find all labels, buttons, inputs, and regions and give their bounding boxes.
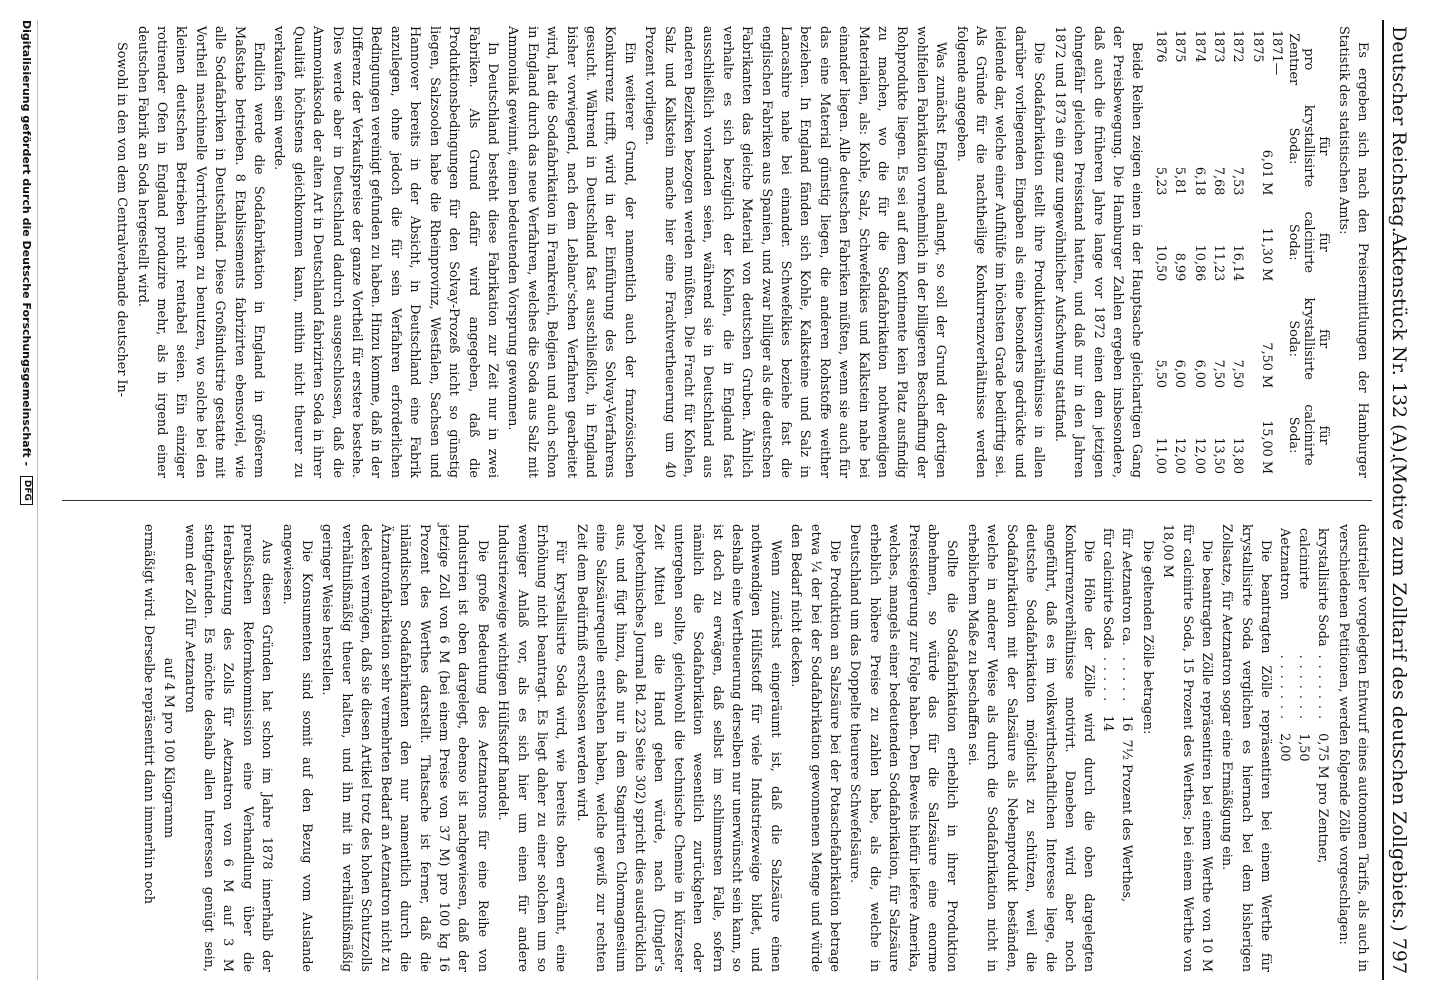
table-cell: 7,50 bbox=[1230, 359, 1246, 389]
paragraph: Die beantragten Zölle repräsentiren bei einem Werthe von 10 M für calcinirte Soda, 15 Prozent des Werthes; bei einem Werthe von 18,00 M bbox=[1160, 524, 1214, 972]
table-row bbox=[1189, 26, 1208, 478]
paragraph: Sollte die Sodafabrikation erheblich in ihrer Produktion abnehmen, so würde das für die Salzsäure eine enorme Preissteigerung zur Folge haben. Den Beweis hiefür liefere Amerika, welches, mangels einer bedeutenden Sodafabrikation, für Salzsäure erheblich höhere Preise zu zahlen habe, als die, welche in Deutschland um das Doppelte theurere Schwefelsäure. bbox=[847, 524, 960, 972]
table-cell: 12,00 bbox=[1172, 437, 1188, 474]
table-cell: 6,01 M bbox=[1259, 149, 1275, 196]
paragraph: Die geltenden Zölle betragen: bbox=[1139, 540, 1155, 735]
right-column bbox=[137, 524, 1372, 972]
table-cell: 1875 bbox=[1172, 30, 1188, 63]
paragraph: Die beantragten Zölle repräsentiren bei einem Werthe für krystallisirte Soda verglichen es hiernach bei dem bisherigen Zollsatze, für Aetznatron sogar eine Ermäßigung ein. bbox=[1219, 524, 1274, 972]
paragraph: dustrieller vorgelegten Entwurf eines autonomen Tarifs, als auch in verschiedenen Petitionen, werden folgende Zölle vorgeschlagen: bbox=[1335, 524, 1370, 972]
table-cell: 10,86 bbox=[1191, 244, 1207, 282]
table-cell: 12,00 bbox=[1191, 437, 1207, 474]
paragraph: Ein weiterer Grund, der namentlich auch der französischen Konkurrenz trifft, wird in der Einführung des Solvay-Verfahrens gesucht. Während in Deutschland fast ausschließlich, in England bisher vorwiegend, nach dem Leblanc'schen Verfahren gearbeitet wird, hat die Sodafabrikation in Frankreich, Belgien und auch schon in England durch das neue Verfahren, welches die Soda aus Salz mit Ammoniak gewinnt, einen bedeutenden Vorsprung gewonnen. bbox=[505, 26, 637, 478]
table-row bbox=[1313, 524, 1332, 867]
digitization-footer bbox=[20, 20, 39, 980]
table-cell: 7½ Prozent des Werthes, bbox=[1119, 739, 1135, 903]
table-cell: 11,23 bbox=[1210, 244, 1226, 282]
price-table-header bbox=[1286, 26, 1331, 478]
paragraph: Was zunächst England anlangt, so soll der Grund der dortigen wohlfeilen Fabrikation vornehmlich in der billigeren Beschaffung der Rohprodukte liegen. Es sei auf dem Kontinente kein Platz ausfindig zu machen, wo die für die Sodafabrikation nothwendigen Materialien, als: Kohle, Salz, Schwefelkies und Kalkstein nahe bei einander liegen. Alle deutschen Fabriken müßten, wenn sie auch für das eine Material günstig liegen, die anderen Rohstoffe weither beziehen. In England fänden sich Kohle, Kalksteine und Salz in Lancashire nahe bei einander. Schwefelkies beziehe fast die englischen Fabriken aus Spanien, und zwar billiger als die deutschen Fabrikanten das gleiche Material von deutschen Gruben. Ähnlich verhalte es sich bezüglich der Kohlen, die in England fast ausschließlich vorhanden seien, während sie in Deutschland aus anderen Bezirken bezogen werden müßten. Die Fracht für Kohlen, Salz und Kalkstein mache hier eine Frachtvertheuerung um 40 Prozent vorliegen. bbox=[642, 26, 949, 478]
leader-dots: ..... bbox=[1100, 656, 1116, 708]
table-cell: 6,18 bbox=[1191, 166, 1207, 196]
leader-dots: ....... bbox=[1315, 654, 1331, 726]
header-center: Aktenstück Nr. 132 (A). bbox=[1388, 232, 1410, 459]
table-cell: 1876 bbox=[1152, 30, 1168, 63]
table-cell: 13,80 bbox=[1230, 437, 1246, 474]
header-right: (Motive zum Zolltarif des deutschen Zollgebiets.) 797 bbox=[1388, 456, 1410, 974]
page-header bbox=[1382, 20, 1414, 980]
paragraph: auf 4 M pro 100 Kilogramm bbox=[161, 657, 177, 839]
paragraph: ermäßigt wird. Derselbe repräsentirt dann immerhin noch bbox=[140, 524, 156, 905]
price-table-col-2: für calcinirte Soda: bbox=[1286, 211, 1332, 273]
table-cell: 1874 bbox=[1191, 30, 1207, 63]
table-cell: 15,00 M bbox=[1259, 420, 1275, 474]
table-row bbox=[1170, 26, 1189, 478]
table-cell: 2,00 bbox=[1277, 733, 1293, 762]
paragraph: Aus diesen Gründen hat schon im Jahre 1878 innerhalb der preußischen Reformkommission eine Verhandlung über die Herabsetzung des Zolls für Aetznatron von 6 M auf 3 M stattgefunden. Es möchte deshalb allen Interessen genügt sein, wenn der Zoll für Aetznatron bbox=[181, 524, 275, 972]
table-cell: 6,00 bbox=[1172, 359, 1188, 389]
price-table-col-4: für calcinirte Soda: bbox=[1286, 404, 1332, 466]
table-cell: 14 bbox=[1100, 715, 1116, 732]
table-cell: 8,99 bbox=[1172, 252, 1188, 282]
table-cell: 11,30 M bbox=[1259, 227, 1275, 282]
leader-dots: ....... bbox=[1296, 654, 1312, 726]
dfg-logo: DFG bbox=[20, 476, 33, 505]
paragraph: Sowohl in den von dem Centralverbande deutscher In- bbox=[114, 42, 130, 398]
proposed-tariff-table bbox=[1275, 524, 1332, 867]
intro-paragraph: Es ergeben sich nach den Preisermittlungen der Hamburger Statistik des statistischen Amts: bbox=[1335, 26, 1370, 478]
table-row bbox=[1117, 524, 1136, 906]
table-row bbox=[1275, 524, 1294, 867]
paragraph: Die Produktion an Salzsäure bei der Potaschefabrikation betrage etwa ¼ der bei der Sodafabrikation gewonnenen Menge und würde den Bedarf nicht decken. bbox=[788, 524, 843, 972]
table-cell: 16,14 bbox=[1230, 244, 1246, 282]
table-cell: 6,00 bbox=[1191, 359, 1207, 389]
table-cell: 16 bbox=[1119, 715, 1135, 732]
header-left: Deutscher Reichstag. bbox=[1388, 26, 1410, 233]
leader-dots: ..... bbox=[1119, 656, 1135, 708]
paragraph: Für krystallisirte Soda wird, wie bereits oben erwähnt, eine Erhöhung nicht beantragt. Es liegt daher zu einer solchen um so weniger Anlaß vor, als es sich hier um einen für andere Industriezweige wichtigen Hülfsstoff handelt. bbox=[495, 524, 569, 972]
table-cell: 1871—1875 bbox=[1249, 30, 1285, 76]
table-cell bbox=[1098, 735, 1117, 906]
table-row bbox=[1150, 26, 1169, 478]
table-cell: 7,68 bbox=[1210, 166, 1226, 196]
table-cell: 11,00 bbox=[1152, 437, 1168, 474]
current-tariff-table bbox=[1098, 524, 1136, 906]
table-cell: für calcinirte Soda bbox=[1100, 528, 1116, 649]
table-cell: 5,50 bbox=[1152, 359, 1168, 389]
table-cell: für Aetznatron ca. bbox=[1119, 528, 1135, 646]
table-row bbox=[1294, 524, 1313, 867]
table-cell: 1873 bbox=[1210, 30, 1226, 63]
price-table bbox=[1150, 26, 1331, 478]
table-cell: 5,81 bbox=[1172, 166, 1188, 196]
paragraph: Die Sodafabrikation stellt ihre Produktionsverhältnisse in allen darüber vorliegenden Eingaben als eine besonders gedrückte und leidende dar, welche einer Aufhülfe im höchsten Grade bedürftig sei. Als Gründe für die nachtheilige Konkurrenzverhältnisse werden folgende angegeben. bbox=[953, 26, 1047, 478]
table-cell: 7,53 bbox=[1230, 166, 1246, 196]
table-row bbox=[1247, 26, 1286, 478]
paragraph: Die Konsumenten sind somit auf den Bezug vom Auslande angewiesen. bbox=[279, 524, 315, 972]
table-cell: 13,50 bbox=[1210, 437, 1226, 474]
paragraph: Die große Bedeutung des Aetznatrons für eine Reihe von Industrien ist oben dargelegt, ebenso ist nachgewiesen, daß der jetzige Zoll von 6 M (bei einem Preise von 37 M) pro 100 kg 16 Prozent des Werthes darstellt. Thatsache ist ferner, daß die inländischen Sodafabrikanten den nur namentlich durch die Ätznatronfabrikation sehr vermehrten Bedarf an Aetznatron nicht zu decken vermögen, daß sie diesen Artikel trotz des hohen Schutzzolls verhältnißmäßig theuer halten, und ihn mit in verhältnißmäßig geringer Weise herstellen. bbox=[319, 524, 490, 972]
paragraph: Endlich werde die Sodafabrikation in England in größerem Maßstabe betrieben. 8 Etablissements fabrizirten ebensoviel, wie alle Sodafabriken in Deutschland. Diese Großindustrie gestatte mit Vortheil maschinelle Vorrichtungen zu benutzen, wo solche bei den kleinen deutschen Betrieben nicht rentabel seien. Ein einziger rotirender Ofen in England produzire mehr, als in irgend einer deutschen Fabrik an Soda hergestellt wird. bbox=[134, 26, 267, 478]
table-cell: 0,75 M pro Zentner, bbox=[1315, 733, 1331, 864]
leader-dots: ....... bbox=[1277, 654, 1293, 726]
price-table-col-3: für krystallisirte Soda: bbox=[1286, 297, 1332, 380]
table-cell: Aetznatron bbox=[1277, 528, 1293, 600]
paragraph: Wenn zunächst eingeräumt ist, daß die Salzsäure einen nothwendigen Hülfsstoff für viele Industriezweige bildet, und deshalb eine Vertheuerung derselben nur unerwünscht sein kann, so ist doch zu erwägen, daß selbst im schlimmsten Falle, sofern nämlich die Sodafabrikation wesentlich zurückgehen oder untergehen sollte, gleichwohl die technische Chemie in kürzester Zeit Mittel an die Hand geben würde, nach (Dingler's polytechnisches Journal Bd. 223 Seite 302) spricht dies ausdrücklich aus, und fügt hinzu, daß nur in dem Stagnirten Chlormagnesium eine Salzsäurequelle entstehen haben, welche gewiß zur rechten Zeit dem Bedürfniß erschlossen werden wird. bbox=[573, 524, 783, 972]
paragraph: Beide Reihen zeigen einen in der Hauptsache gleichartigen Gang der Preisbewegung. Die Hamburger Zahlen ergeben insbesondere, daß auch die früheren Jahre lange vor 1872 einen dem jetzigen ohngefähr gleichen Preisstand hatten, und daß nur in den Jahren 1872 und 1873 ein ganz ungewöhnlicher Aufschwung stattfand. bbox=[1051, 26, 1145, 478]
table-cell: 7,50 bbox=[1210, 359, 1226, 389]
table-cell: 7,50 M bbox=[1259, 342, 1275, 389]
table-row bbox=[1228, 26, 1247, 478]
table-cell: 5,23 bbox=[1152, 166, 1168, 196]
table-cell: 1872 bbox=[1230, 30, 1246, 63]
table-cell: 10,50 bbox=[1152, 244, 1168, 282]
column-divider bbox=[62, 500, 1372, 501]
price-table-col-year: pro Zentner bbox=[1286, 33, 1317, 86]
table-row bbox=[1209, 26, 1228, 478]
table-cell: 1,50 bbox=[1296, 733, 1312, 762]
price-table-col-1: für krystallisirte Soda: bbox=[1286, 104, 1332, 188]
table-cell: calcinirte bbox=[1296, 528, 1312, 590]
paragraph: Die Höhe der Zölle wird durch die oben dargelegten Konkurrenzverhältnisse motivirt. Daneben wird aber noch angeführt, daß es im volkswirthschaftlichen Interesse liege, die deutsche Sodafabrikation möglichst zu schützen, weil die Sodafabrikation mit der Salzsäure als Nebenprodukt beständen, welche in anderer Weise als durch die Sodafabrikation nicht in erheblichem Maße zu beschaffen sei. bbox=[964, 524, 1097, 972]
left-column bbox=[111, 26, 1372, 478]
table-cell: krystallisirte Soda bbox=[1315, 528, 1331, 647]
footer-text: Digitalisierung gefördert durch die Deutsche Forschungsgemeinschaft - bbox=[20, 20, 34, 467]
paragraph: In Deutschland besteht diese Fabrikation zur Zeit nur in zwei Fabriken. Als Grund dafür wird angegeben, daß die Produktionsbedingungen für den Solvay-Prozeß nicht so günstig liegen, Salzsoolen habe die Rheinprovinz, Westfalen, Sachsen und Hannover bereits in der Absicht, in Deutschland eine Fabrik anzulegen, ohne jedoch die für sein Verfahren erforderlichen Bedingungen vereinigt gefunden zu haben. Hinzu komme, daß in der Differenz der Verkaufspreise der ganze Vortheil für erstere bestehe. Dies werde aber in Deutschland dadurch ausgeschlossen, daß die Ammoniaksoda der alten Art in Deutschland fabrizirten Soda in ihrer Qualität höchstens gleichkommen kann, mithin nicht theurer zu verkaufen sein werde. bbox=[271, 26, 500, 478]
table-row bbox=[1098, 524, 1117, 906]
